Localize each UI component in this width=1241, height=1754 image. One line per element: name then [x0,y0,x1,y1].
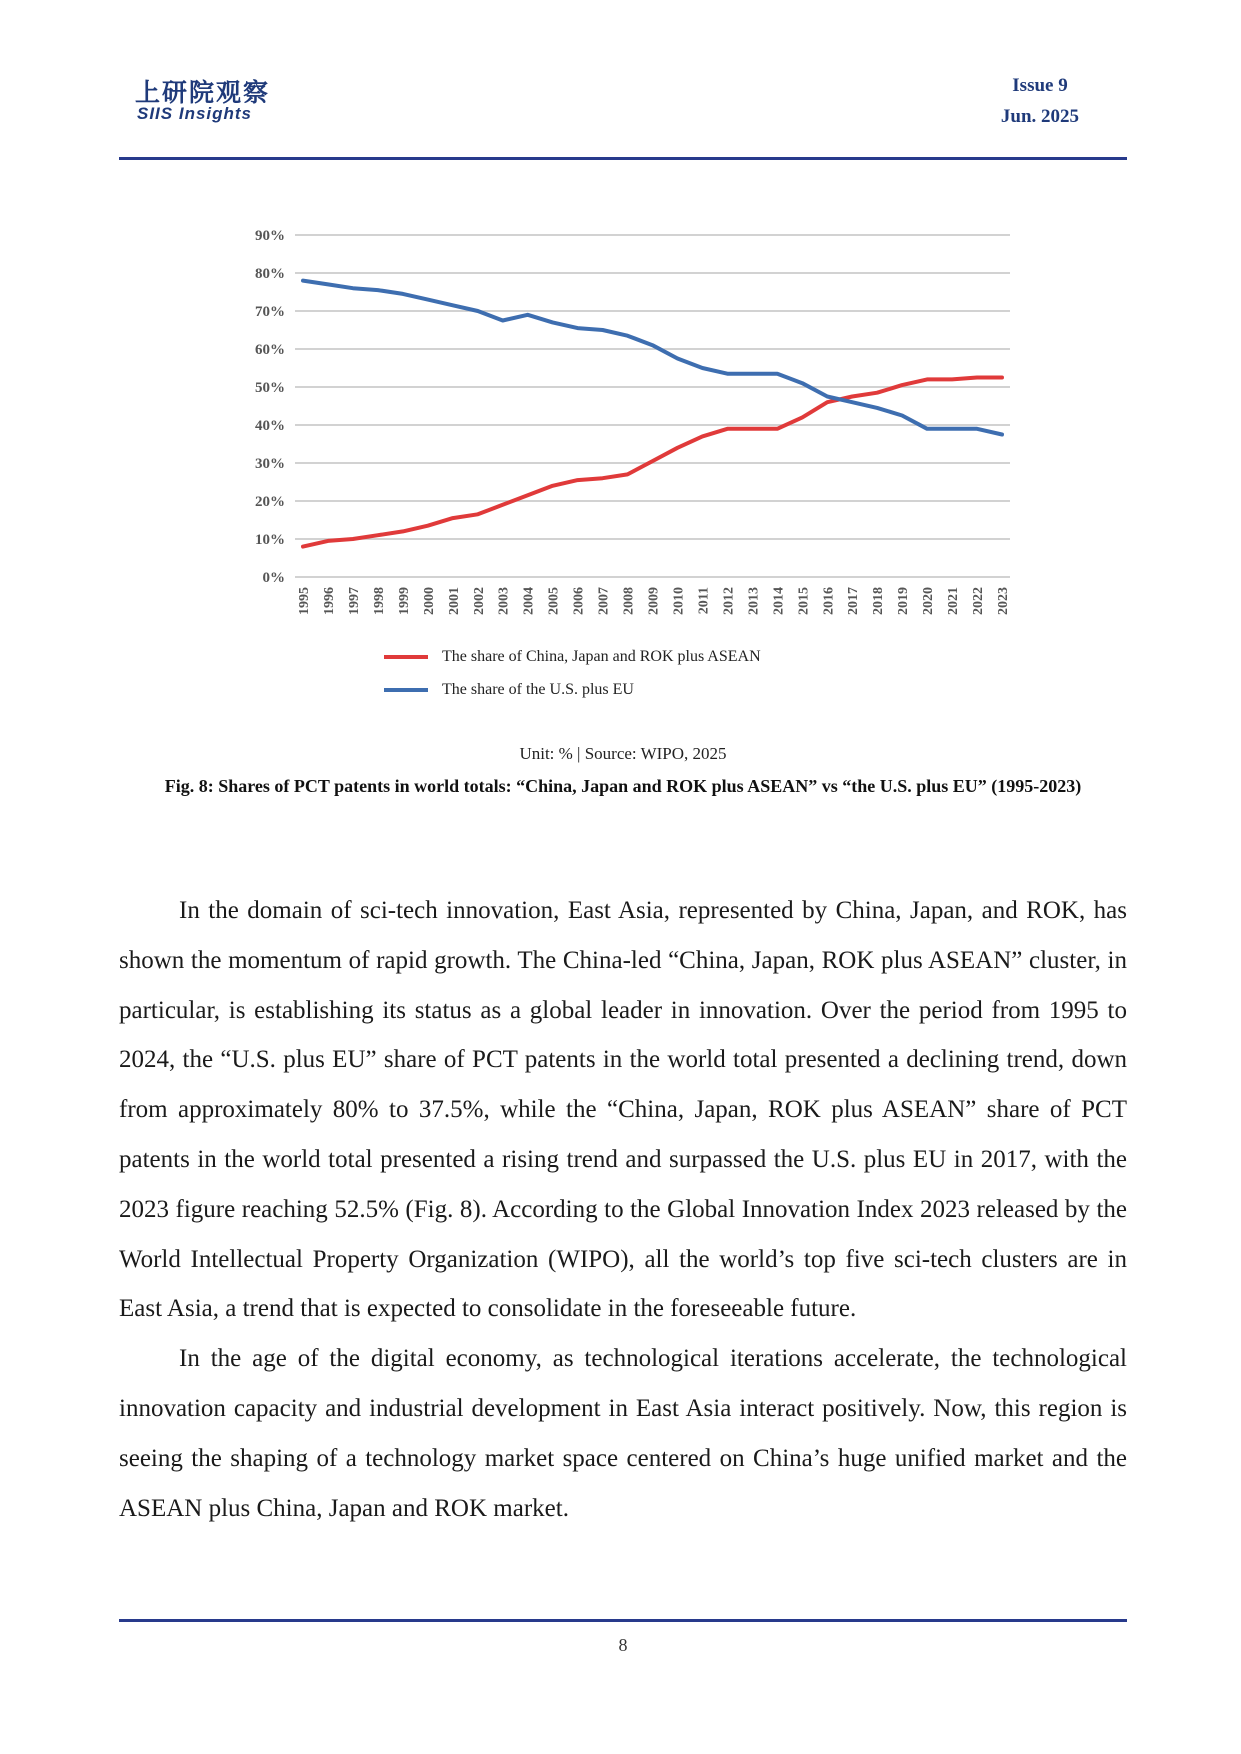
x-tick-label: 2019 [896,587,912,615]
legend-label-east-asia: The share of China, Japan and ROK plus ASEAN [442,648,761,665]
figure-source-note: Unit: % | Source: WIPO, 2025 [519,744,727,763]
x-tick-label: 2001 [446,587,462,615]
x-tick-label: 2006 [571,587,587,615]
y-tick-label: 60% [255,342,285,358]
y-tick-label: 20% [255,494,285,510]
series-line-1 [303,281,1002,435]
x-tick-label: 2007 [596,587,612,615]
x-tick-label: 1999 [396,587,412,615]
x-tick-label: 2013 [746,587,762,615]
x-tick-label: 2012 [721,587,737,615]
body-text [119,886,1127,1533]
x-tick-label: 1996 [321,587,337,615]
x-tick-label: 2023 [996,587,1011,615]
x-tick-label: 2018 [871,587,887,615]
x-tick-label: 2008 [621,587,637,615]
footer-rule [119,1619,1127,1622]
x-tick-label: 2005 [546,587,562,615]
figure-caption: Fig. 8: Shares of PCT patents in world totals: “China, Japan and ROK plus ASEAN” vs “the U.S. plus EU” (1995-2023) [164,776,1082,796]
legend-swatch-us-eu [384,688,428,692]
x-tick-label: 1995 [297,587,312,615]
legend-label-us-eu: The share of the U.S. plus EU [442,681,634,698]
legend-item-east-asia [384,648,761,666]
y-tick-label: 90% [255,228,285,244]
pct-share-line-chart [230,220,1030,640]
legend-swatch-east-asia [384,655,428,659]
x-tick-label: 2016 [821,587,837,615]
logo-chinese: 上研院观察 [135,78,271,107]
x-tick-label: 2015 [796,587,812,615]
x-tick-label: 2021 [946,587,962,615]
issue-number: Issue 9 [1012,75,1068,96]
issue-date: Jun. 2025 [1000,106,1080,127]
x-tick-label: 2002 [471,587,487,615]
legend-item-us-eu [384,681,634,699]
y-tick-label: 30% [255,456,285,472]
y-tick-label: 10% [255,532,285,548]
series-line-0 [303,378,1002,547]
paragraph-1: In the domain of sci-tech innovation, East Asia, represented by China, Japan, and ROK, has shown the momentum of rapid growth. The China-led “China, Japan, ROK plus ASEAN” cluster, in particular, is establishing its status as a global leader in innovation. Over the period from 1995 to 2024, the “U.S. plus EU” share of PCT patents in the world total presented a declining trend, down from approximately 80% to 37.5%, while the “China, Japan, ROK plus ASEAN” share of PCT patents in the world total presented a rising trend and surpassed the U.S. plus EU in 2017, with the 2023 figure reaching 52.5% (Fig. 8). According to the Global Innovation Index 2023 released by the World Intellectual Property Organization (WIPO), all the world’s top five sci-tech clusters are in East Asia, a trend that is expected to consolidate in the foreseeable future. [119,897,1127,1323]
header-rule [119,157,1127,160]
paragraph-2: In the age of the digital economy, as technological iterations accelerate, the technological innovation capacity and industrial development in East Asia interact positively. Now, this region is seeing the shaping of a technology market space centered on China’s huge unified market and the ASEAN plus China, Japan and ROK market. [119,1345,1127,1522]
logo-english: SIIS Insights [137,104,253,123]
y-tick-label: 40% [255,418,285,434]
y-tick-label: 50% [255,380,285,396]
y-tick-label: 0% [262,570,285,586]
x-tick-label: 2004 [521,587,537,615]
x-tick-label: 2009 [646,587,662,615]
x-tick-label: 2020 [921,587,937,615]
y-tick-label: 80% [255,266,285,282]
page-number: 8 [618,1635,628,1655]
x-tick-label: 2017 [846,587,862,615]
x-tick-label: 1997 [346,587,362,615]
x-tick-label: 2000 [421,587,437,615]
x-tick-label: 2011 [696,587,712,615]
x-tick-label: 1998 [371,587,387,615]
y-tick-label: 70% [255,304,285,320]
x-tick-label: 2010 [671,587,687,615]
x-tick-label: 2014 [771,587,787,615]
x-tick-label: 2022 [971,587,987,615]
x-tick-label: 2003 [496,587,512,615]
